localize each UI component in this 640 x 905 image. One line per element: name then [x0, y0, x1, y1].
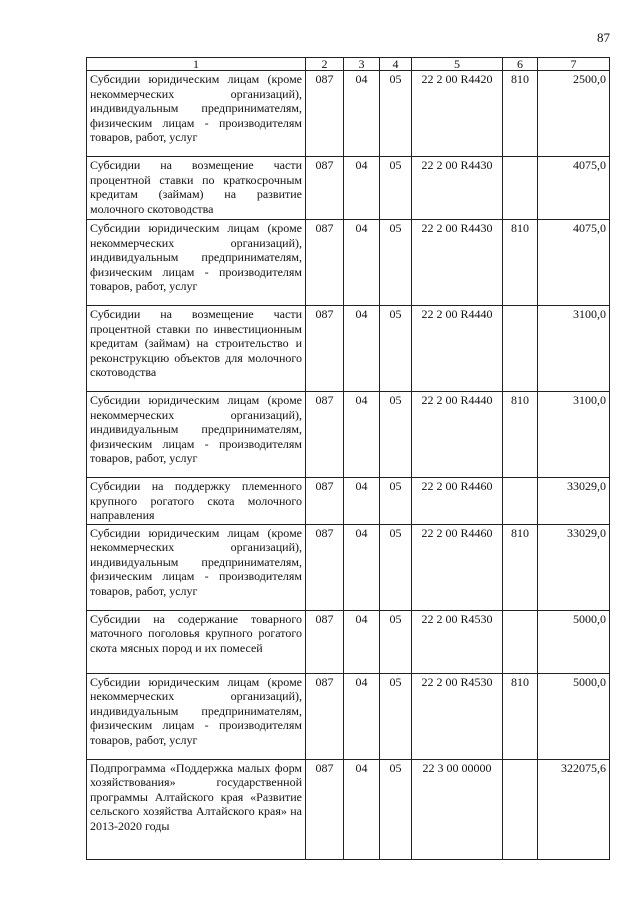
row-section: 04: [344, 392, 380, 478]
row-name: Субсидии юридическим лицам (кроме некоммерческих организаций), индивидуальным предпринимателям, физическим лицам - производителям товаров, работ, услуг: [87, 71, 306, 157]
table-row: [87, 71, 610, 157]
column-header: 2: [306, 58, 344, 71]
row-expense-type: 810: [503, 524, 538, 610]
row-expense-type: [503, 610, 538, 673]
row-code: 087: [306, 157, 344, 220]
row-subsection: 05: [380, 392, 412, 478]
page-number: 87: [597, 30, 610, 45]
table-row: [87, 478, 610, 525]
row-subsection: 05: [380, 306, 412, 392]
column-header: 4: [380, 58, 412, 71]
row-amount: 4075,0: [538, 220, 610, 306]
row-name: Субсидии на возмещение части процентной ставки по инвестиционным кредитам (займам) на строительство и реконструкцию объектов для молочного скотоводства: [87, 306, 306, 392]
row-section: 04: [344, 759, 380, 859]
row-expense-type: 810: [503, 71, 538, 157]
row-target-article: 22 2 00 R4430: [412, 220, 503, 306]
row-amount: 322075,6: [538, 759, 610, 859]
row-name: Субсидии на содержание товарного маточного поголовья крупного рогатого скота мясных пород и их помесей: [87, 610, 306, 673]
row-expense-type: [503, 157, 538, 220]
row-subsection: 05: [380, 157, 412, 220]
row-amount: 33029,0: [538, 478, 610, 525]
row-target-article: 22 2 00 R4460: [412, 478, 503, 525]
table-header-row: [87, 58, 610, 71]
row-subsection: 05: [380, 673, 412, 759]
row-expense-type: 810: [503, 673, 538, 759]
column-header: 1: [87, 58, 306, 71]
row-name: Субсидии юридическим лицам (кроме некоммерческих организаций), индивидуальным предпринимателям, физическим лицам - производителям товаров, работ, услуг: [87, 220, 306, 306]
row-name: Субсидии на поддержку племенного крупного рогатого скота молочного направления: [87, 478, 306, 525]
row-code: 087: [306, 306, 344, 392]
row-name: Субсидии на возмещение части процентной ставки по краткосрочным кредитам (займам) на развитие молочного скотоводства: [87, 157, 306, 220]
row-section: 04: [344, 157, 380, 220]
row-code: 087: [306, 392, 344, 478]
row-target-article: 22 2 00 R4460: [412, 524, 503, 610]
row-name: Субсидии юридическим лицам (кроме некоммерческих организаций), индивидуальным предпринимателям, физическим лицам - производителям товаров, работ, услуг: [87, 673, 306, 759]
row-expense-type: [503, 759, 538, 859]
row-amount: 3100,0: [538, 306, 610, 392]
row-amount: 5000,0: [538, 673, 610, 759]
row-section: 04: [344, 71, 380, 157]
table-row: [87, 524, 610, 610]
row-section: 04: [344, 673, 380, 759]
row-expense-type: 810: [503, 392, 538, 478]
row-subsection: 05: [380, 71, 412, 157]
row-amount: 33029,0: [538, 524, 610, 610]
row-subsection: 05: [380, 220, 412, 306]
row-code: 087: [306, 478, 344, 525]
row-section: 04: [344, 610, 380, 673]
row-code: 087: [306, 673, 344, 759]
row-section: 04: [344, 524, 380, 610]
row-target-article: 22 2 00 R4530: [412, 673, 503, 759]
row-code: 087: [306, 759, 344, 859]
table-row: [87, 759, 610, 859]
row-subsection: 05: [380, 478, 412, 525]
row-subsection: 05: [380, 610, 412, 673]
row-subsection: 05: [380, 759, 412, 859]
table-row: [87, 157, 610, 220]
row-expense-type: 810: [503, 220, 538, 306]
table-row: [87, 673, 610, 759]
row-code: 087: [306, 524, 344, 610]
row-target-article: 22 2 00 R4530: [412, 610, 503, 673]
row-amount: 3100,0: [538, 392, 610, 478]
row-target-article: 22 2 00 R4440: [412, 392, 503, 478]
row-target-article: 22 3 00 00000: [412, 759, 503, 859]
row-name: Субсидии юридическим лицам (кроме некоммерческих организаций), индивидуальным предпринимателям, физическим лицам - производителям товаров, работ, услуг: [87, 392, 306, 478]
table-row: [87, 392, 610, 478]
budget-table: [86, 57, 610, 860]
table-row: [87, 220, 610, 306]
row-amount: 5000,0: [538, 610, 610, 673]
row-section: 04: [344, 478, 380, 525]
table-row: [87, 306, 610, 392]
row-amount: 4075,0: [538, 157, 610, 220]
row-code: 087: [306, 220, 344, 306]
row-code: 087: [306, 71, 344, 157]
row-name: Субсидии юридическим лицам (кроме некоммерческих организаций), индивидуальным предпринимателям, физическим лицам - производителям товаров, работ, услуг: [87, 524, 306, 610]
row-code: 087: [306, 610, 344, 673]
row-target-article: 22 2 00 R4440: [412, 306, 503, 392]
row-expense-type: [503, 306, 538, 392]
row-expense-type: [503, 478, 538, 525]
column-header: 7: [538, 58, 610, 71]
row-target-article: 22 2 00 R4420: [412, 71, 503, 157]
column-header: 5: [412, 58, 503, 71]
row-section: 04: [344, 306, 380, 392]
table-row: [87, 610, 610, 673]
row-amount: 2500,0: [538, 71, 610, 157]
row-name: Подпрограмма «Поддержка малых форм хозяйствования» государственной программы Алтайского края «Развитие сельского хозяйства Алтайского края» на 2013-2020 годы: [87, 759, 306, 859]
row-section: 04: [344, 220, 380, 306]
row-target-article: 22 2 00 R4430: [412, 157, 503, 220]
column-header: 3: [344, 58, 380, 71]
column-header: 6: [503, 58, 538, 71]
row-subsection: 05: [380, 524, 412, 610]
